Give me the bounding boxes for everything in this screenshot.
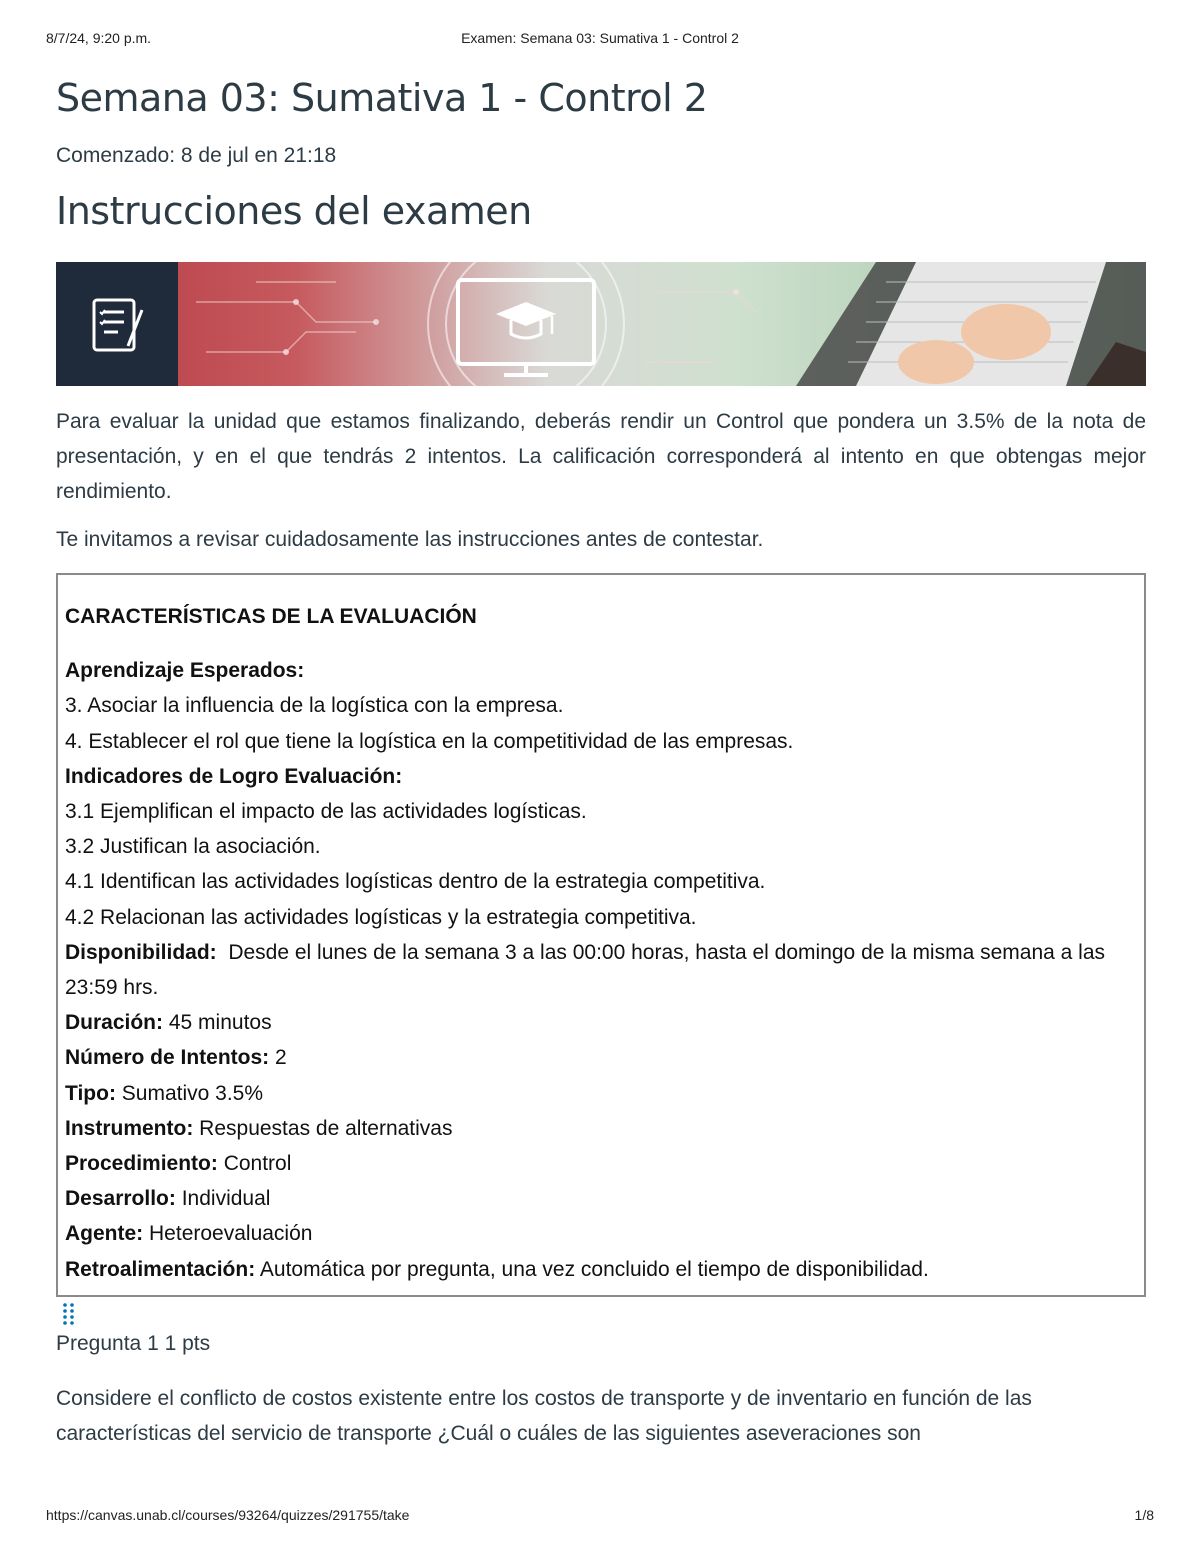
field-row [65, 1076, 1136, 1111]
learning-label: Aprendizaje Esperados: [65, 659, 305, 683]
field-label: Desarrollo: [65, 1187, 176, 1211]
field-row [65, 1005, 1136, 1040]
question-header: Pregunta 1 1 pts [56, 1331, 211, 1355]
availability-value: Desde el lunes de la semana 3 a las 00:00 horas, hasta el domingo de la misma semana a las 23:59 hrs. [65, 940, 1106, 1000]
availability-row [65, 935, 1136, 1005]
field-value: 45 minutos [168, 1011, 272, 1035]
print-page-number: 1/8 [1134, 1507, 1154, 1523]
question-text: Considere el conflicto de costos existente entre los costos de transporte y de inventario en función de las características del servicio de transporte ¿Cuál o cuáles de las siguientes aseveraciones son [56, 1386, 1032, 1445]
learning-item: 3. Asociar la influencia de la logística con la empresa. [65, 694, 564, 718]
checklist-icon [94, 300, 142, 350]
field-value: 2 [275, 1046, 287, 1070]
print-doc-title: Examen: Semana 03: Sumativa 1 - Control 2 [461, 30, 739, 46]
drag-handle-icon[interactable] [62, 1301, 76, 1327]
indicator-item: 3.1 Ejemplifican el impacto de las actividades logísticas. [65, 800, 587, 824]
field-row [65, 1111, 1136, 1146]
learning-item: 4. Establecer el rol que tiene la logística en la competitividad de las empresas. [65, 729, 794, 753]
graduation-monitor-icon [458, 280, 594, 375]
field-row [65, 1181, 1136, 1216]
field-label: Instrumento: [65, 1116, 194, 1140]
field-row [65, 1252, 1136, 1287]
print-header [46, 30, 1154, 50]
field-value: Respuestas de alternativas [199, 1116, 453, 1140]
laptop-hands-image [796, 262, 1146, 386]
field-label: Procedimiento: [65, 1152, 218, 1176]
indicator-item: 4.1 Identifican las actividades logísticas dentro de la estrategia competitiva. [65, 870, 766, 894]
started-timestamp: Comenzado: 8 de jul en 21:18 [56, 144, 337, 167]
print-url: https://canvas.unab.cl/courses/93264/quizzes/291755/take [46, 1507, 410, 1523]
quiz-content [56, 72, 1146, 1451]
evaluation-characteristics-box [56, 573, 1146, 1297]
field-row [65, 1040, 1136, 1075]
field-value: Automática por pregunta, una vez concluido el tiempo de disponibilidad. [259, 1257, 929, 1281]
quiz-banner [56, 262, 1146, 386]
field-row [65, 1216, 1136, 1251]
field-value: Heteroevaluación [149, 1222, 313, 1246]
page-title: Semana 03: Sumativa 1 - Control 2 [56, 76, 708, 120]
field-label: Duración: [65, 1011, 164, 1035]
field-label: Agente: [65, 1222, 144, 1246]
availability-label: Disponibilidad: [65, 940, 217, 964]
print-footer [46, 1507, 1154, 1527]
field-label: Número de Intentos: [65, 1046, 270, 1070]
field-label: Tipo: [65, 1081, 116, 1105]
review-paragraph: Te invitamos a revisar cuidadosamente las instrucciones antes de contestar. [56, 528, 764, 551]
evaluation-heading: CARACTERÍSTICAS DE LA EVALUACIÓN [65, 605, 477, 628]
indicator-item: 3.2 Justifican la asociación. [65, 835, 321, 859]
field-label: Retroalimentación: [65, 1257, 256, 1281]
field-value: Sumativo 3.5% [121, 1081, 264, 1105]
instructions-title: Instrucciones del examen [56, 189, 532, 233]
intro-paragraph: Para evaluar la unidad que estamos finalizando, deberás rendir un Control que pondera un 3.5% de la nota de presentación, y en el que tendrás 2 intentos. La calificación corresponderá al intento en que obtengas mejor rendimiento. [56, 410, 1146, 503]
indicator-item: 4.2 Relacionan las actividades logísticas y la estrategia competitiva. [65, 905, 697, 929]
field-row [65, 1146, 1136, 1181]
field-value: Individual [181, 1187, 271, 1211]
print-date: 8/7/24, 9:20 p.m. [46, 30, 152, 46]
field-value: Control [223, 1152, 292, 1176]
indicators-label: Indicadores de Logro Evaluación: [65, 764, 403, 788]
